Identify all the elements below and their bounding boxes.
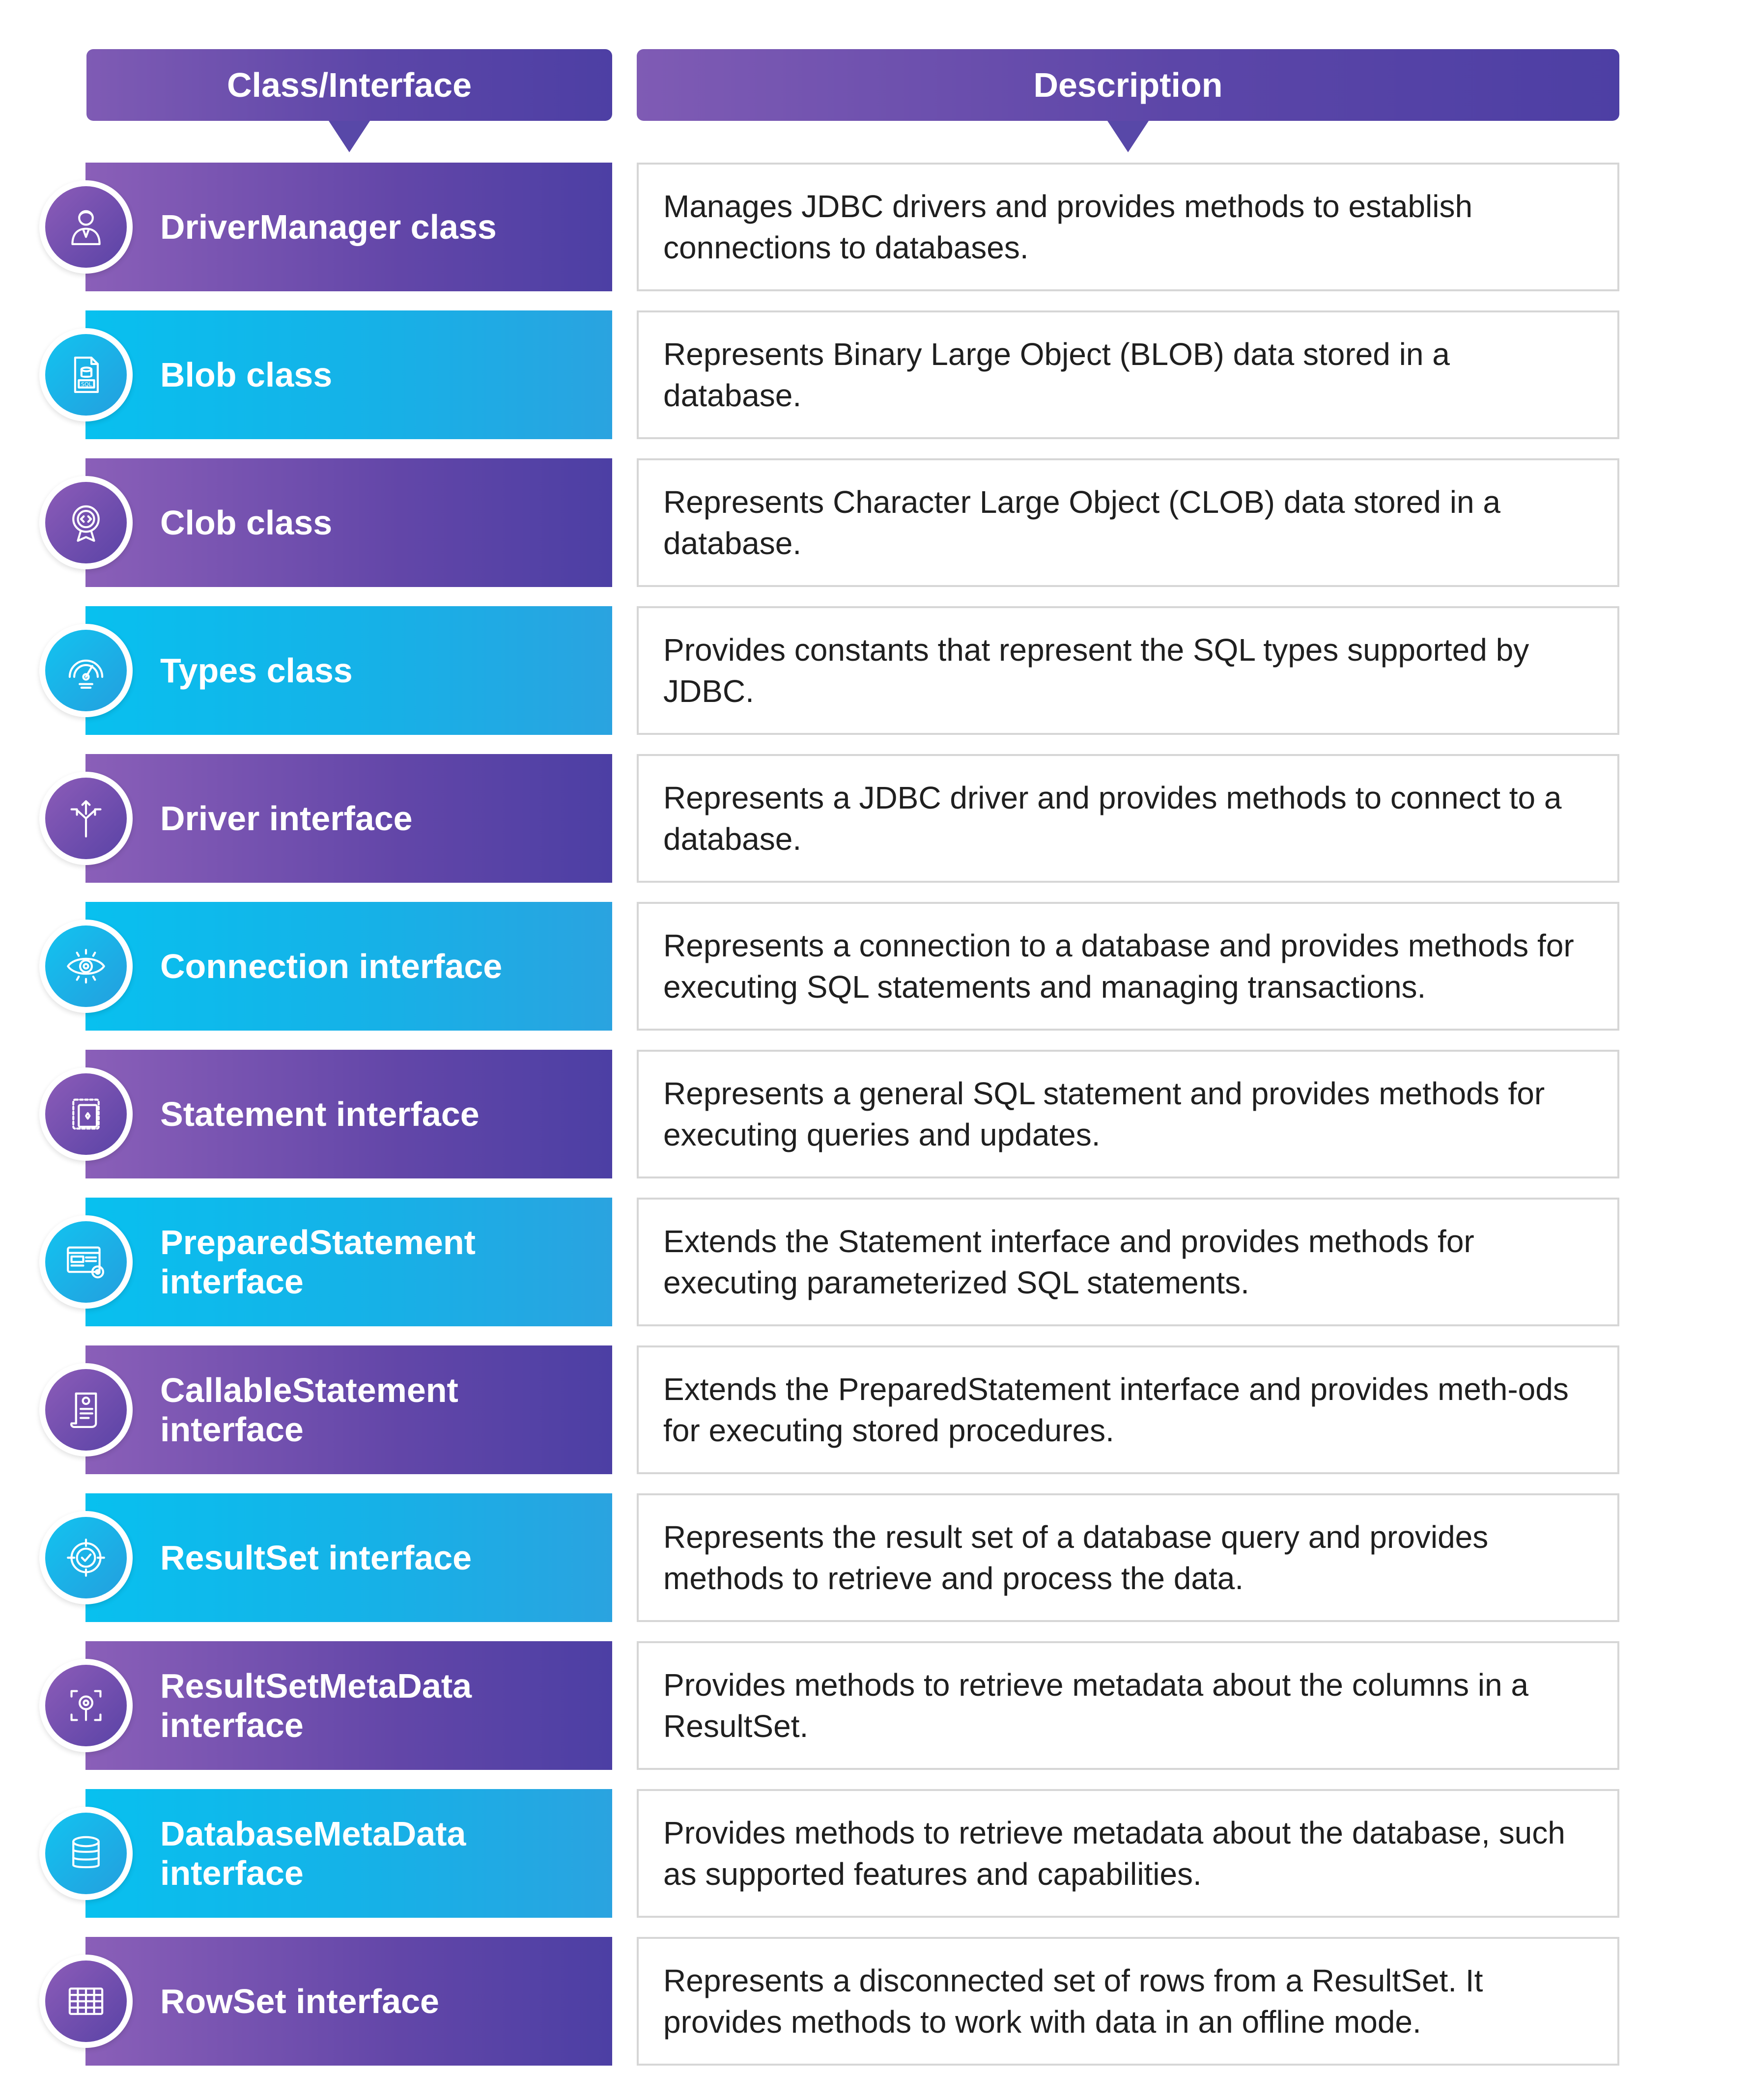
- table-row: [0, 1198, 1752, 1326]
- table-row: [0, 458, 1752, 587]
- row-description-text: Extends the PreparedStatement interface and provides meth-ods for executing stored procedures.: [663, 1372, 1569, 1448]
- browser-gear-icon: [45, 1221, 127, 1303]
- row-label-text: DriverManager class: [160, 208, 497, 246]
- row-description: [637, 1641, 1619, 1770]
- row-label-text: Connection interface: [160, 947, 503, 985]
- svg-text:SQL: SQL: [81, 381, 92, 388]
- manager-person-icon: [45, 186, 127, 268]
- split-arrows-icon: [45, 778, 127, 859]
- table-row: [0, 1641, 1752, 1770]
- row-description: [637, 163, 1619, 291]
- table-row: [0, 163, 1752, 291]
- row-label: [85, 310, 612, 439]
- row-label: [85, 163, 612, 291]
- row-label-text: Clob class: [160, 504, 333, 542]
- row-label-text: DatabaseMetaData interface: [160, 1815, 466, 1892]
- row-icon-badge: [39, 920, 133, 1013]
- table-row: [0, 1789, 1752, 1918]
- row-description-text: Represents a connection to a database and provides methods for executing SQL statements and managing transactions.: [663, 928, 1574, 1005]
- row-description-text: Represents a disconnected set of rows from a ResultSet. It provides methods to work with data in an offline mode.: [663, 1963, 1483, 2040]
- row-label: [85, 1050, 612, 1178]
- row-label: [85, 754, 612, 883]
- row-description-text: Provides methods to retrieve metadata about the columns in a ResultSet.: [663, 1667, 1528, 1744]
- row-label: [85, 1641, 612, 1770]
- row-icon-badge: [39, 1215, 133, 1309]
- row-icon-badge: [39, 476, 133, 569]
- row-icon-badge: [39, 1363, 133, 1456]
- row-description: [637, 1050, 1619, 1178]
- row-label-text: Types class: [160, 651, 353, 690]
- row-label-text: Statement interface: [160, 1095, 480, 1133]
- row-description-text: Extends the Statement interface and provides methods for executing parameterized SQL statements.: [663, 1224, 1474, 1300]
- row-description: [637, 902, 1619, 1031]
- row-label-text: RowSet interface: [160, 1982, 439, 2020]
- row-description: [637, 1198, 1619, 1326]
- row-label-text: CallableStatement interface: [160, 1371, 458, 1449]
- row-description: [637, 1937, 1619, 2066]
- row-icon-badge: [39, 328, 133, 421]
- location-pin-icon: [45, 1665, 127, 1746]
- table-row: [0, 1050, 1752, 1178]
- row-label-text: Driver interface: [160, 799, 413, 838]
- row-label: [85, 458, 612, 587]
- row-label-text: PreparedStatement interface: [160, 1223, 476, 1301]
- table-row: [0, 902, 1752, 1031]
- row-description-text: Represents a JDBC driver and provides methods to connect to a database.: [663, 780, 1562, 857]
- table-row: [0, 310, 1752, 439]
- row-description: [637, 310, 1619, 439]
- eye-icon: [45, 925, 127, 1007]
- row-label-text: ResultSetMetaData interface: [160, 1667, 472, 1744]
- row-icon-badge: [39, 772, 133, 865]
- row-description-text: Represents the result set of a database query and provides methods to retrieve and process the data.: [663, 1519, 1489, 1596]
- row-label: [85, 1937, 612, 2066]
- code-badge-icon: [45, 482, 127, 563]
- row-description: [637, 458, 1619, 587]
- row-label: [85, 1345, 612, 1474]
- table-row: [0, 754, 1752, 883]
- header-description-label: Description: [1033, 66, 1223, 104]
- row-icon-badge: [39, 1955, 133, 2048]
- receipt-icon: [45, 1369, 127, 1451]
- target-check-icon: [45, 1517, 127, 1598]
- database-icon: [45, 1813, 127, 1894]
- row-description-text: Manages JDBC drivers and provides methods to establish connections to databases.: [663, 189, 1473, 265]
- row-label: [85, 1789, 612, 1918]
- table-row: [0, 606, 1752, 735]
- row-icon-badge: [39, 624, 133, 717]
- table-row: [0, 1937, 1752, 2066]
- row-description: [637, 1345, 1619, 1474]
- row-label: [85, 1198, 612, 1326]
- header-class-interface-label: Class/Interface: [226, 66, 472, 104]
- table-row: [0, 1493, 1752, 1622]
- table-row: [0, 1345, 1752, 1474]
- row-description-text: Represents a general SQL statement and provides methods for executing queries and updates.: [663, 1076, 1545, 1152]
- select-frame-icon: [45, 1073, 127, 1155]
- row-description: [637, 1789, 1619, 1918]
- row-icon-badge: [39, 1511, 133, 1604]
- row-description-text: Represents Character Large Object (CLOB) data stored in a database.: [663, 484, 1500, 561]
- row-description: [637, 606, 1619, 735]
- row-icon-badge: [39, 1659, 133, 1752]
- row-label: [85, 902, 612, 1031]
- row-description-text: Provides constants that represent the SQL types supported by JDBC.: [663, 632, 1529, 709]
- gauge-icon: [45, 630, 127, 711]
- row-label: [85, 606, 612, 735]
- row-label: [85, 1493, 612, 1622]
- row-icon-badge: [39, 1067, 133, 1161]
- row-label-text: Blob class: [160, 356, 333, 394]
- header-description: [637, 49, 1619, 121]
- header-pointer: [329, 121, 370, 152]
- row-description-text: Provides methods to retrieve metadata about the database, such as supported features and capabilities.: [663, 1815, 1565, 1892]
- row-description: [637, 1493, 1619, 1622]
- row-icon-badge: [39, 180, 133, 274]
- row-description: [637, 754, 1619, 883]
- table-grid-icon: [45, 1960, 127, 2042]
- header-pointer: [1107, 121, 1149, 152]
- header-class-interface: [86, 49, 612, 121]
- row-icon-badge: [39, 1807, 133, 1900]
- row-description-text: Represents Binary Large Object (BLOB) data stored in a database.: [663, 336, 1450, 413]
- sql-file-icon: [45, 334, 127, 416]
- row-label-text: ResultSet interface: [160, 1539, 472, 1577]
